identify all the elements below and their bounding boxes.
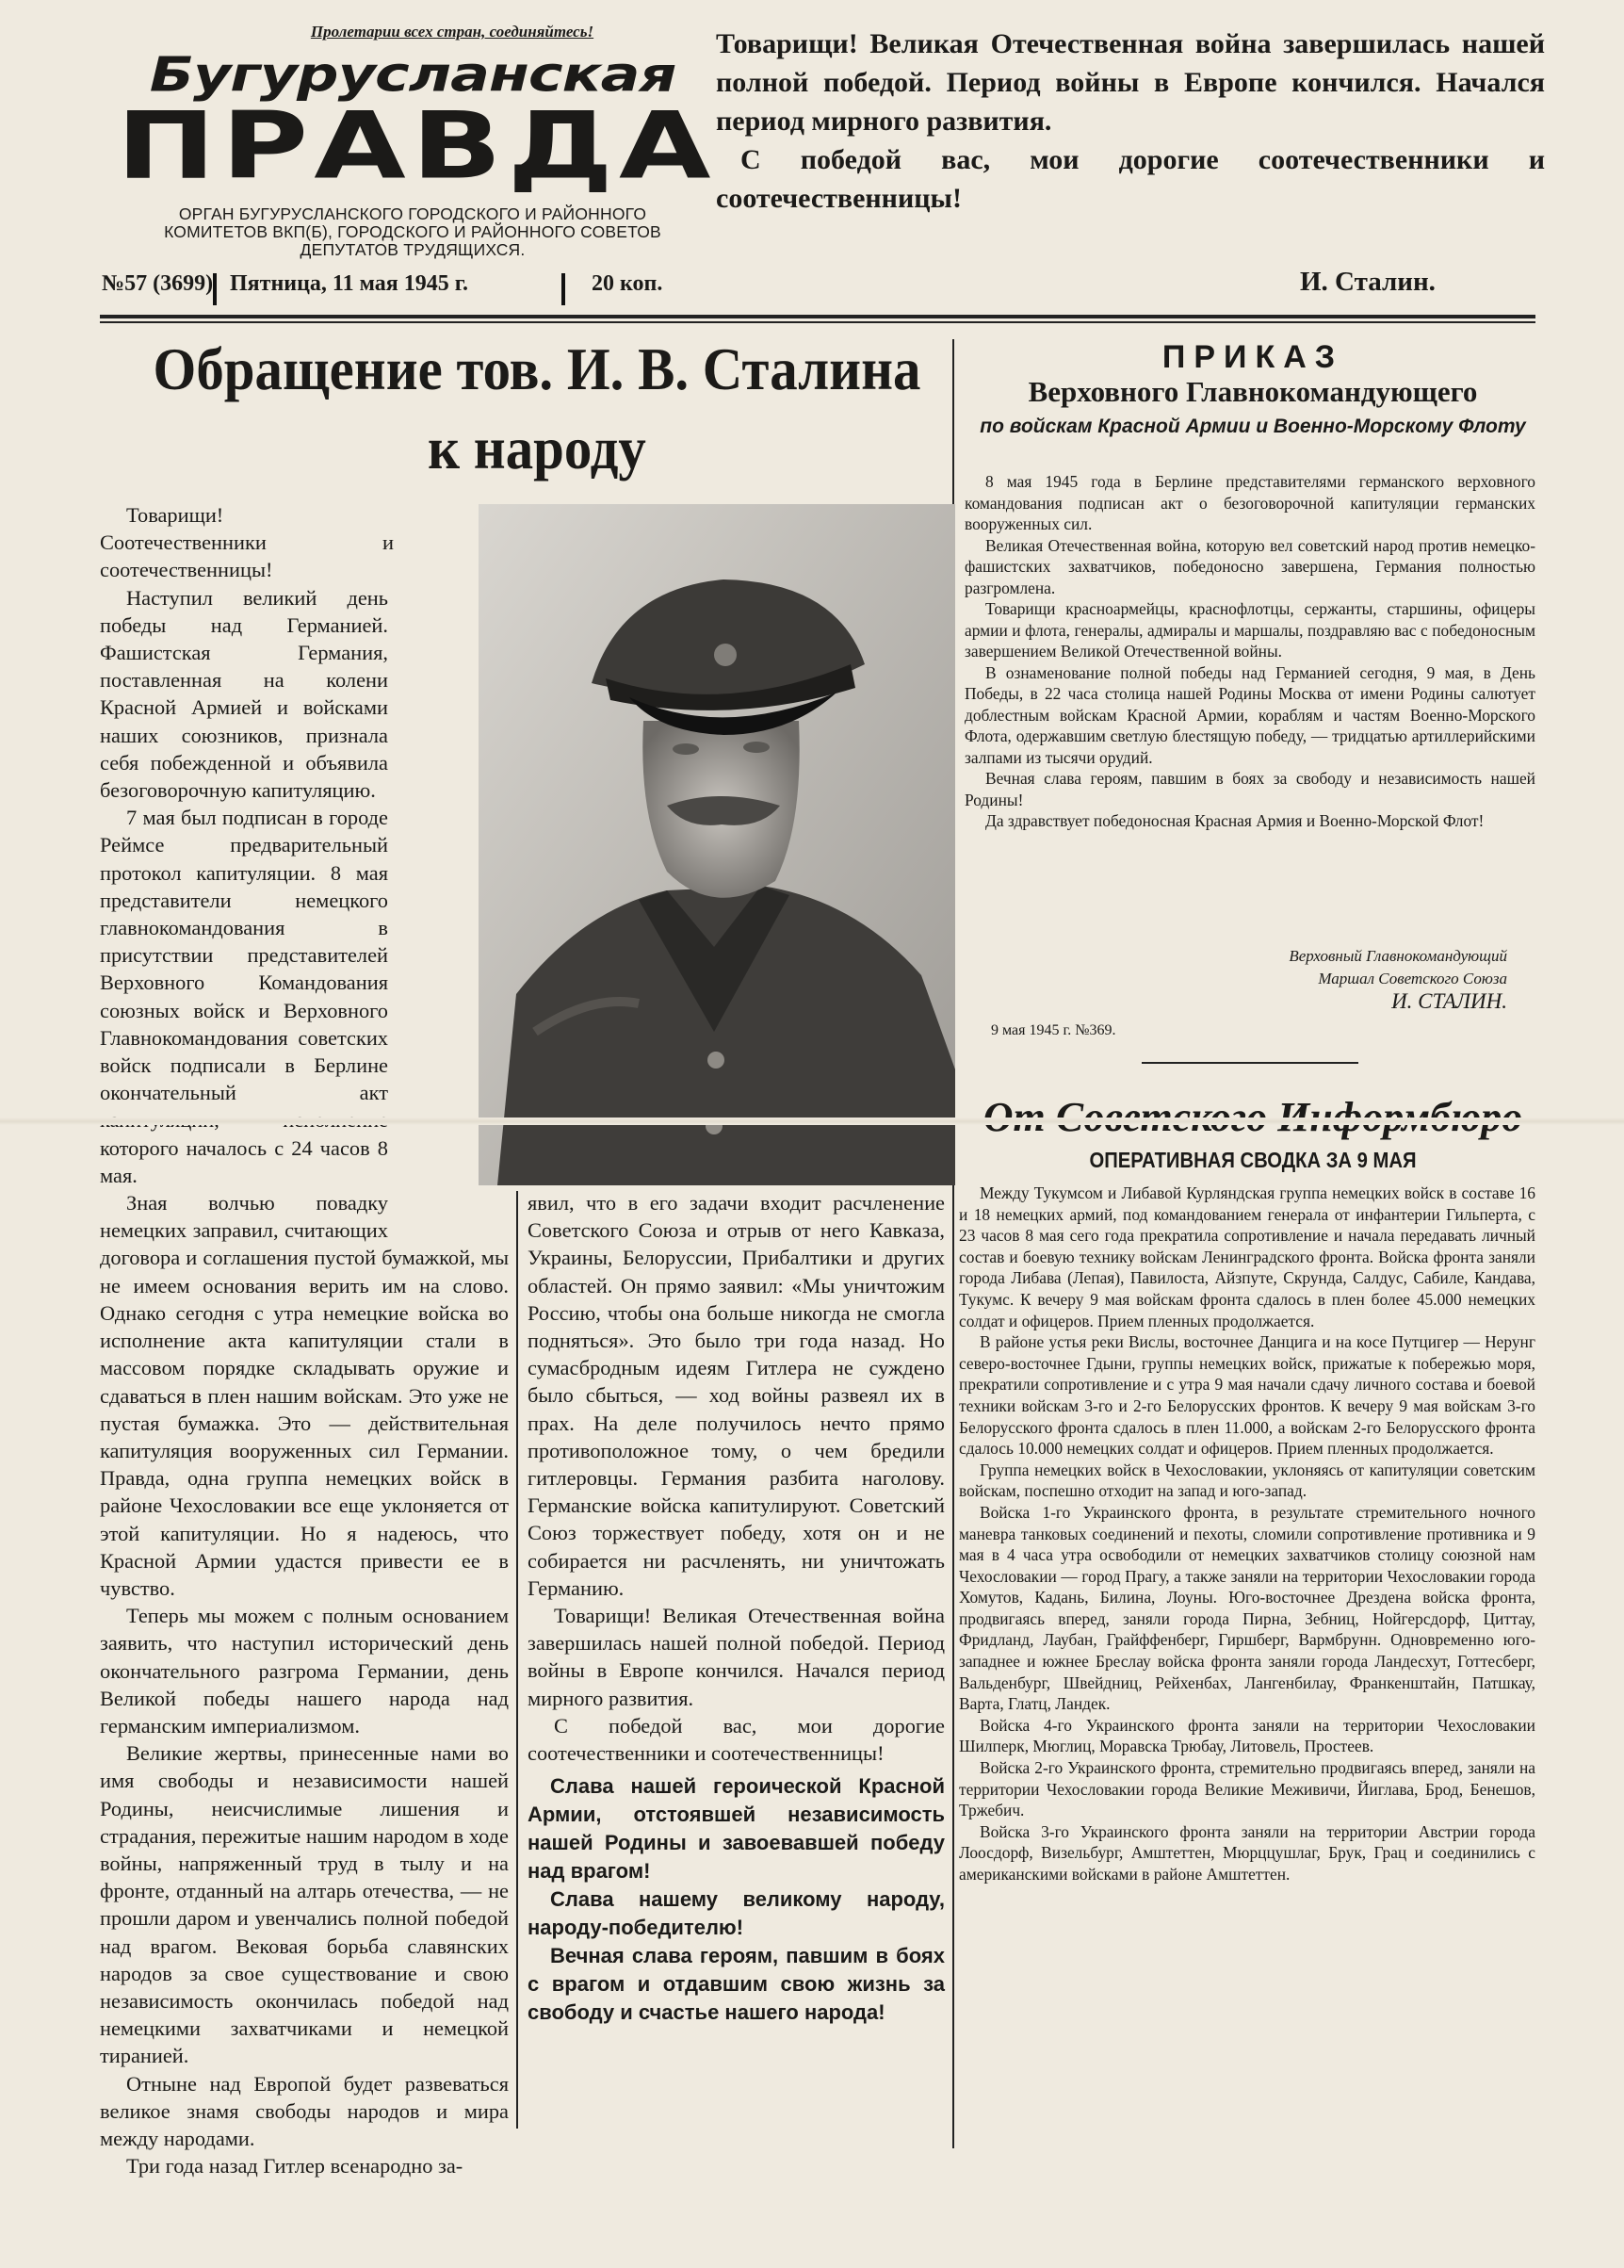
order-signature-name: И. СТАЛИН.	[1391, 989, 1507, 1013]
section-rule	[1142, 1062, 1358, 1064]
issue-line	[102, 271, 705, 309]
article-column-left	[100, 501, 509, 2179]
article-paragraph: Теперь мы можем с полным основанием заявить, что наступил исторический день окончательного разгрома Германии, день Великой победы нашего народа над германским империализмом.	[100, 1604, 509, 1738]
sovinform-paragraph: Войска 3-го Украинского фронта заняли на территории Австрии города Лоосдорф, Визельбург, Амштеттен, Мюрццушлаг, Брук, Грац и соединились с американскими войсками в районе Амштеттен.	[959, 1821, 1535, 1884]
slogan: Вечная слава героям, павшим в боях с врагом и отдавшим свою жизнь за свободу и счастье нашего народа!	[528, 1944, 945, 2025]
article-paragraph: Великие жертвы, принесенные нами во имя свободы и независимости нашей Родины, неисчислимые лишения и страдания, пережитые нашим народом в ходе войны, напряженный труд в тылу и на фронте, отданный на алтарь отечества, — не прошли даром и увенчались полной победой над врагом. Вековая борьба славянских народов за свое существование и свою независимость окончилась победой над немецкими захватчиками и немецкой тиранией.	[100, 1741, 509, 2068]
issue-number: №57 (3699)	[102, 271, 214, 296]
paper-fold	[0, 1118, 1624, 1125]
article-paragraph: Отныне над Европой будет развеваться великое знамя свободы народов и мира между народами.	[100, 2071, 509, 2150]
portrait-image	[479, 504, 955, 1185]
newspaper-name-top: Бугурусланская	[149, 45, 676, 103]
order-paragraph: Товарищи красноармейцы, краснофлотцы, сержанты, старшины, офицеры армии и флота, генералы, адмиралы и маршалы, поздравляю вас с победоносным завершением Великой Отечественной войны.	[965, 599, 1535, 661]
subtitle-line: КОМИТЕТОВ ВКП(Б), ГОРОДСКОГО И РАЙОННОГО СОВЕТОВ	[164, 222, 661, 241]
order-paragraph: В ознаменование полной победы над Германией сегодня, 9 мая, в День Победы, в 22 часа столица нашей Родины Москва от имени Родины салютует доблестным войскам Красной Армии, кораблям и частям Военно-Морского Флота, одержавшим светлую блестящую победу, — тридцатью артиллерийскими залпами из тысячи орудий.	[965, 662, 1535, 767]
sovinform-paragraph: Группа немецких войск в Чехословакии, уклоняясь от капитуляции советским войскам, поспешно отходит на запад и юго-запад.	[959, 1460, 1535, 1501]
quote-signature: И. Сталин.	[1300, 267, 1436, 297]
order-paragraph: Вечная слава героям, павшим в боях за свободу и независимость нашей Родины!	[965, 769, 1535, 809]
article-paragraph: С победой вас, мои дорогие соотечественники и соотечественницы!	[528, 1713, 945, 1766]
order-body	[965, 471, 1535, 832]
article-paragraph: Товарищи! Соотечественники и соотечественницы!	[100, 503, 394, 582]
issue-price: 20 коп.	[592, 271, 663, 296]
quote-paragraph: Товарищи! Великая Отечественная война завершилась нашей полной победой. Период войны в Европе кончился. Начался период мирного развития.	[716, 28, 1545, 137]
order-signature-title: Верховный Главнокомандующий	[1289, 947, 1507, 965]
sovinform-paragraph: Войска 2-го Украинского фронта, стремительно продвигаясь вперед, заняли на территории Чехословакии города Великие Меживичи, Йиглава, Брод, Бенешов, Тржебич.	[959, 1758, 1535, 1820]
stalin-quote	[716, 24, 1545, 218]
article-column-middle	[528, 1189, 945, 2027]
order-paragraph: Да здравствует победоносная Красная Армия и Военно-Морской Флот!	[985, 811, 1485, 830]
newspaper-name-main: ПРАВДА	[116, 91, 717, 200]
portrait-float	[388, 584, 509, 1244]
order-signature-rank: Маршал Советского Союза	[1318, 970, 1507, 987]
issue-separator	[561, 273, 565, 305]
article-paragraph: Три года назад Гитлер всенародно за-	[126, 2154, 463, 2178]
headline-line: Обращение тов. И. В. Сталина	[153, 335, 921, 402]
header-rule-thin	[100, 321, 1535, 323]
header-rule	[100, 315, 1535, 318]
order-paragraph: 8 мая 1945 года в Берлине представителями германского верховного командования подписан акт о безоговорочной капитуляции германских вооруженных сил.	[965, 472, 1535, 533]
newspaper-subtitle	[102, 205, 723, 259]
party-motto: Пролетарии всех стран, соединяйтесь!	[310, 23, 594, 41]
slogan: Слава нашей героической Красной Армии, отстоявшей независимость нашей Родины и завоевавшей победу над врагом!	[528, 1774, 945, 1884]
order-title: ПРИКАЗ	[1161, 339, 1344, 375]
stalin-portrait	[479, 504, 955, 1185]
headline	[138, 330, 935, 488]
sovinform-subtitle: ОПЕРАТИВНАЯ СВОДКА ЗА 9 МАЯ	[1089, 1148, 1417, 1172]
order-subtitle: Верховного Главнокомандующего	[1028, 375, 1478, 408]
article-paragraph: Зная волчью повадку немецких заправил, считающих договора и соглашения пустой бумажкой, мы не имеем основания верить им на слово. Однако сегодня с утра немецкие войска во исполнение акта капитуляции стали в массовом порядке складывать оружие и сдаваться в плен нашим войскам. Это уже не пустая бумажка. Это — действительная капитуляция вооруженных сил Германии. Правда, одна группа немецких войск в районе Чехословакии все еще уклоняется от этой капитуляции. Но я надеюсь, что Красной Армии удастся привести ее в чувство.	[100, 1191, 509, 1600]
article-paragraph: 7 мая был подписан в городе Реймсе предварительный протокол капитуляции. 8 мая представители немецкого главнокомандования в присутствии представителей Верховного Командования союзных войск и Верховного Главнокомандования советских войск подписали в Берлине окончательный акт которого началось с 24 часов 8 мая.	[100, 806, 388, 1187]
article-paragraph: Наступил великий день победы над Германией. Фашистская Германия, поставленная на колени Красной Армией и войсками наших союзников, признала себя побежденной и объявила безоговорочную капитуляцию.	[100, 585, 388, 803]
issue-date: Пятница, 11 мая 1945 г.	[230, 271, 468, 296]
sovinform-paragraph: Между Тукумсом и Либавой Курляндская группа немецких войск в составе 16 и 18 немецких армий, под командованием генерала от инфантерии Гильперта, с 23 часов 8 мая сего года прекратила сопротивление и начала передавать личный состав и боевую технику войскам Ленинградского фронта. Войска фронта заняли города Либава (Лепая), Павилоста, Айзпуте, Скрунда, Салдус, Сабиле, Кандава, Тукумс. К вечеру 9 мая войскам фронта сдалось в плен более 45.000 немецких солдат и офицеров. Прием пленных продолжается.	[959, 1183, 1535, 1330]
order-subtitle-2: по войскам Красной Армии и Военно-Морскому Флоту	[980, 416, 1526, 437]
slogans	[528, 1772, 945, 2027]
headline-line: к народу	[428, 415, 646, 481]
order-paragraph: Великая Отечественная война, которую вел советский народ против немецко-фашистских захватчиков, победоносно завершена, Германия полностью разгромлена.	[965, 535, 1535, 597]
subtitle-line: ОРГАН БУГУРУСЛАНСКОГО ГОРОДСКОГО И РАЙОННОГО	[178, 204, 647, 223]
slogan: Слава нашему великому народу, народу-победителю!	[528, 1887, 945, 1940]
subtitle-line: ДЕПУТАТОВ ТРУДЯЩИХСЯ.	[300, 240, 526, 259]
sovinform-paragraph: Войска 1-го Украинского фронта, в результате стремительного ночного маневра танковых соединений и пехоты, сломили сопротивление противника и 9 мая в 4 часа утра освободили от немецких захватчиков столицу союзной нам Чехословакии — город Прагу, а также заняли на территории Чехословакии города Хомутов, Кадань, Билина, Лоуны. Юго-восточнее Дрездена войска фронта, продвигаясь вперед, заняли города Пирна, Зебниц, Нойгерсдорф, Циттау, Фридланд, Лаубан, Грайффенберг, Гиршберг, Вармбрунн. Одновременно юго-западнее и южнее Бреслау войска фронта заняли города Ландесхут, Готтесберг, Вальденбург, Швейдниц, Рейхенбах, Лангенбилау, Франкенштайн, Патшкау, Варта, Глатц, Ландек.	[959, 1502, 1535, 1714]
article-paragraph: Товарищи! Великая Отечественная война завершилась нашей полной победой. Период войны в Европе кончился. Начался период мирного развития.	[528, 1604, 945, 1710]
column-divider	[516, 1191, 518, 2129]
quote-paragraph: С победой вас, мои дорогие соотечественники и соотечественницы!	[716, 144, 1545, 214]
sovinform-paragraph: В районе устья реки Вислы, восточнее Данцига и на косе Путцигер — Нерунг северо-восточнее Гдыни, группы немецких войск, прижатые к побережью моря, прекратили сопротивление и с утра 9 мая начали сдачу личного состава и боевой техники войскам 3-го и 2-го Белорусских фронтов. К вечеру 9 мая войскам 3-го Белорусского фронта сдалось в плен 11.000, а войскам 2-го Белорусского фронта сдалось 10.000 немецких солдат и офицеров. Прием пленных продолжается.	[959, 1332, 1535, 1459]
order-date: 9 мая 1945 г. №369.	[991, 1022, 1116, 1038]
sovinform-paragraph: Войска 4-го Украинского фронта заняли на территории Чехословакии Шилперк, Мюглиц, Моравска Трюбау, Литовель, Простеев.	[959, 1715, 1535, 1756]
issue-separator	[213, 273, 217, 305]
article-paragraph: явил, что в его задачи входит расчленение Советского Союза и отрыв от него Кавказа, Украины, Белоруссии, Прибалтики и других областей. Он прямо заявил: «Мы уничтожим Россию, чтобы она больше никогда не смогла подняться». Это было три года назад. Но сумасбродным идеям Гитлера не суждено было сбыться, — ход войны развеял их в прах. На деле получилось нечто прямо противоположное тому, о чем бредили гитлеровцы. Германия разбита наголову. Германские войска капитулируют. Советский Союз торжествует победу, хотя он и не собирается ни расчленять, ни уничтожать Германию.	[528, 1191, 945, 1600]
sovinform-body	[959, 1183, 1535, 1885]
